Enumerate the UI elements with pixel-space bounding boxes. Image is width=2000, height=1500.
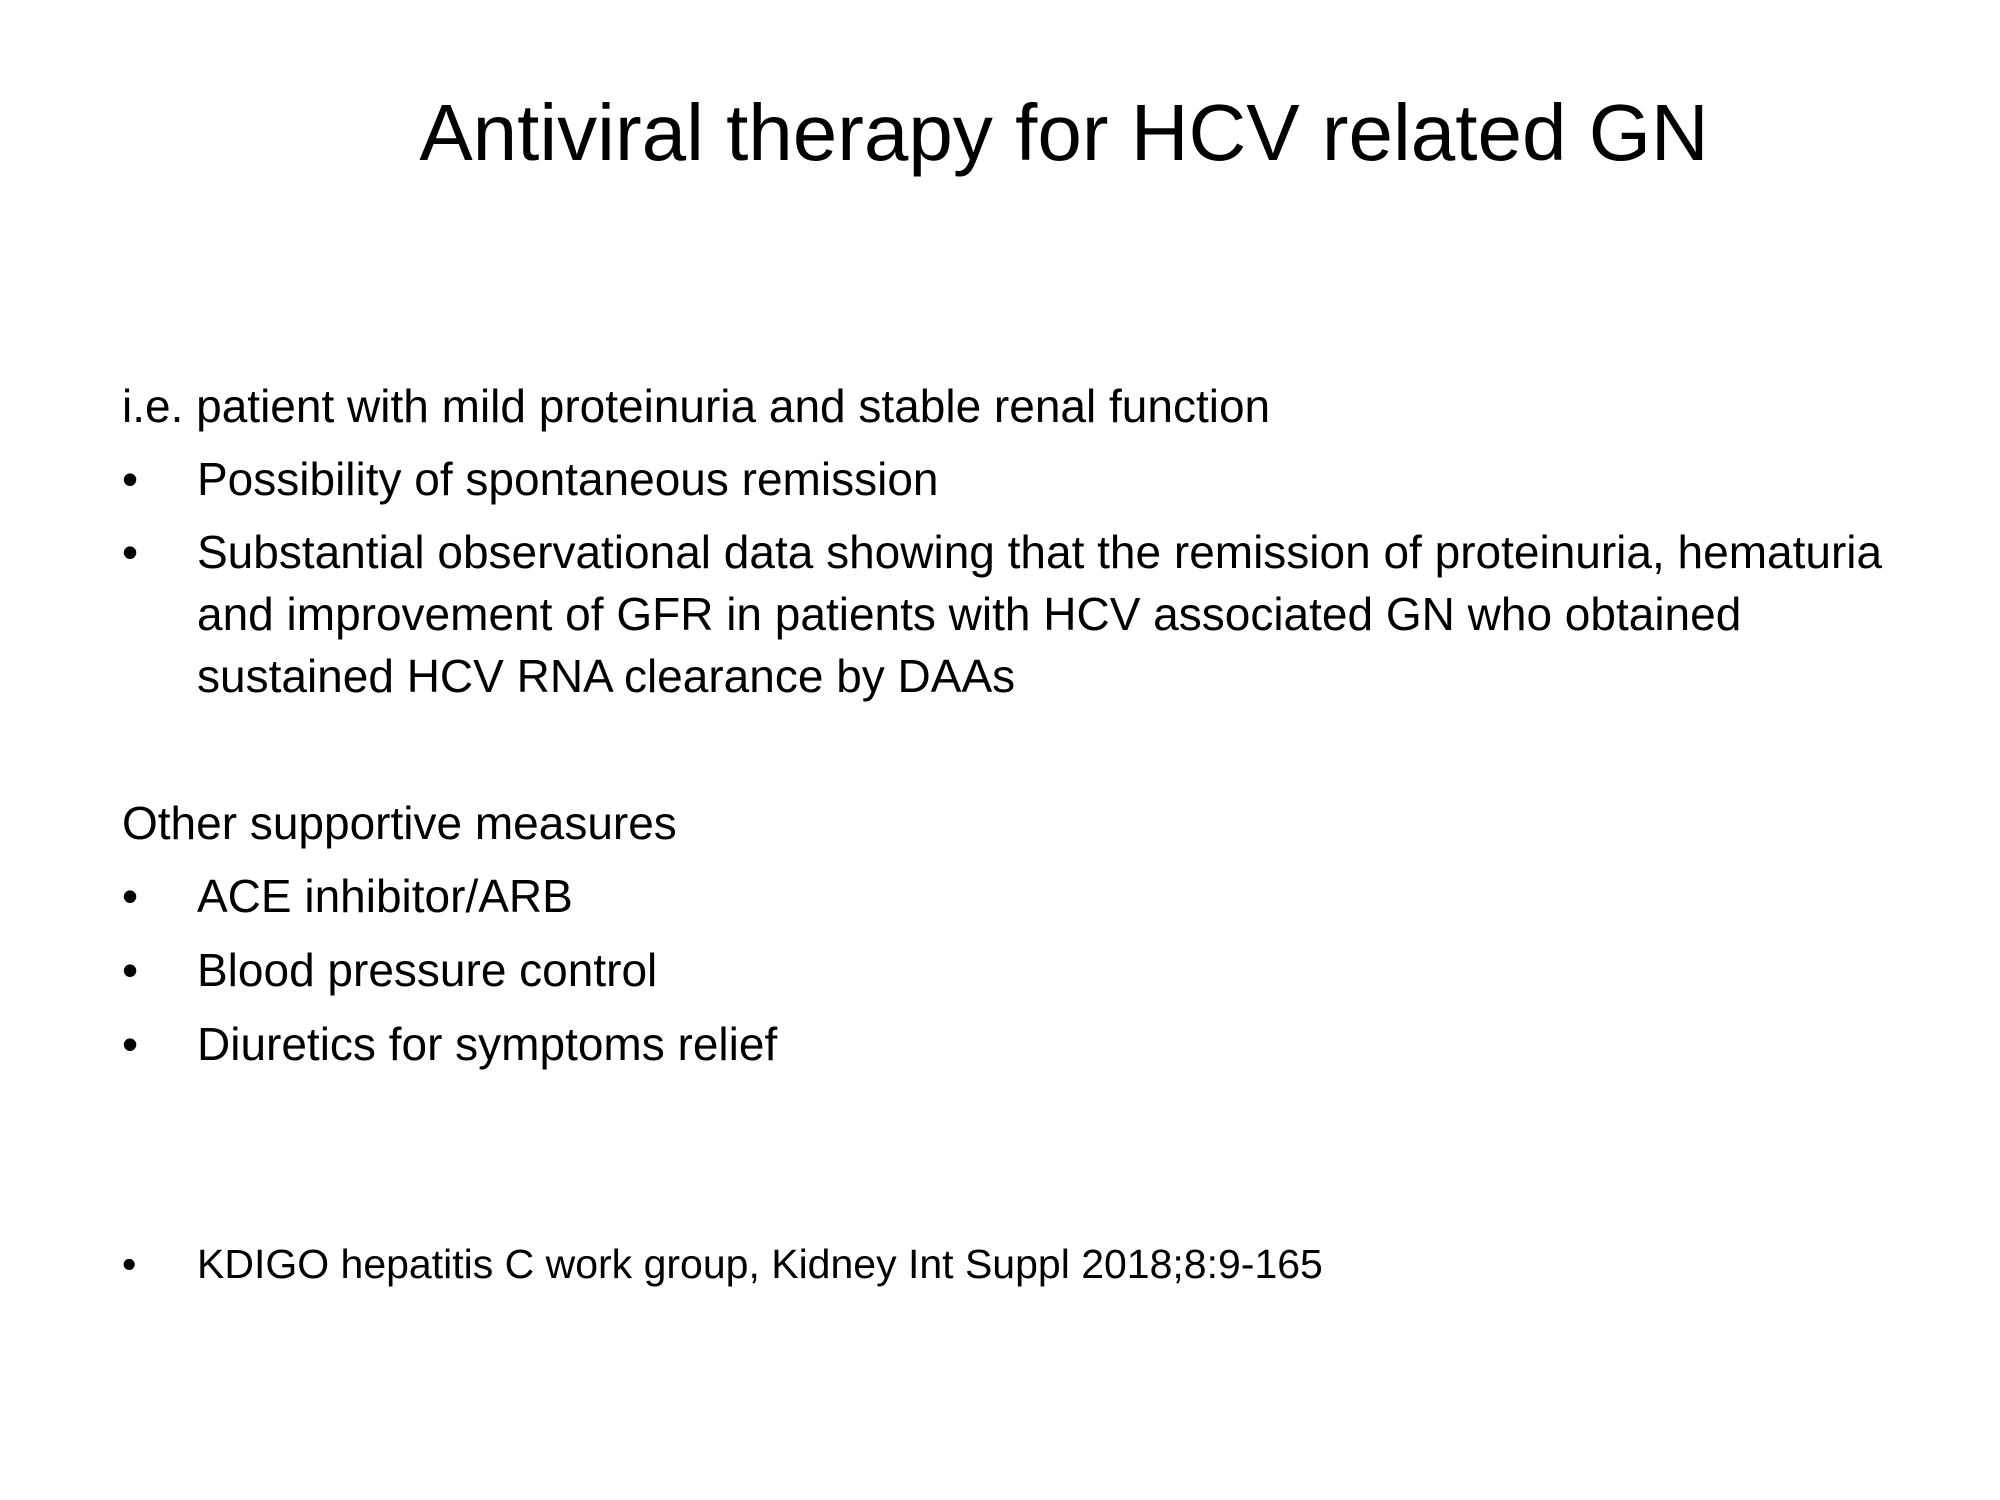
list-item-text: Substantial observational data showing that the remission of proteinuria, hematuria and improvement of GFR in patients with HCV associated GN who obtained sustained HCV RNA clearance by DAAs: [197, 526, 1883, 702]
list-item-text: ACE inhibitor/ARB: [197, 870, 573, 922]
bullet-icon: •: [122, 870, 139, 922]
section2-heading: Other supportive measures: [122, 797, 677, 849]
bullet-icon: •: [122, 1018, 139, 1070]
bullet-icon: •: [122, 453, 139, 505]
list-item-text: Blood pressure control: [197, 944, 658, 996]
slide-title: Antiviral therapy for HCV related GN: [419, 88, 1709, 177]
list-item-text: Possibility of spontaneous remission: [197, 453, 939, 505]
reference-text: KDIGO hepatitis C work group, Kidney Int Suppl 2018;8:9-165: [197, 1241, 1323, 1287]
bullet-icon: •: [122, 1241, 137, 1287]
bullet-icon: •: [122, 526, 139, 578]
list-item-text: Diuretics for symptoms relief: [197, 1018, 778, 1070]
section1-heading: i.e. patient with mild proteinuria and stable renal function: [122, 380, 1271, 432]
bullet-icon: •: [122, 944, 139, 996]
